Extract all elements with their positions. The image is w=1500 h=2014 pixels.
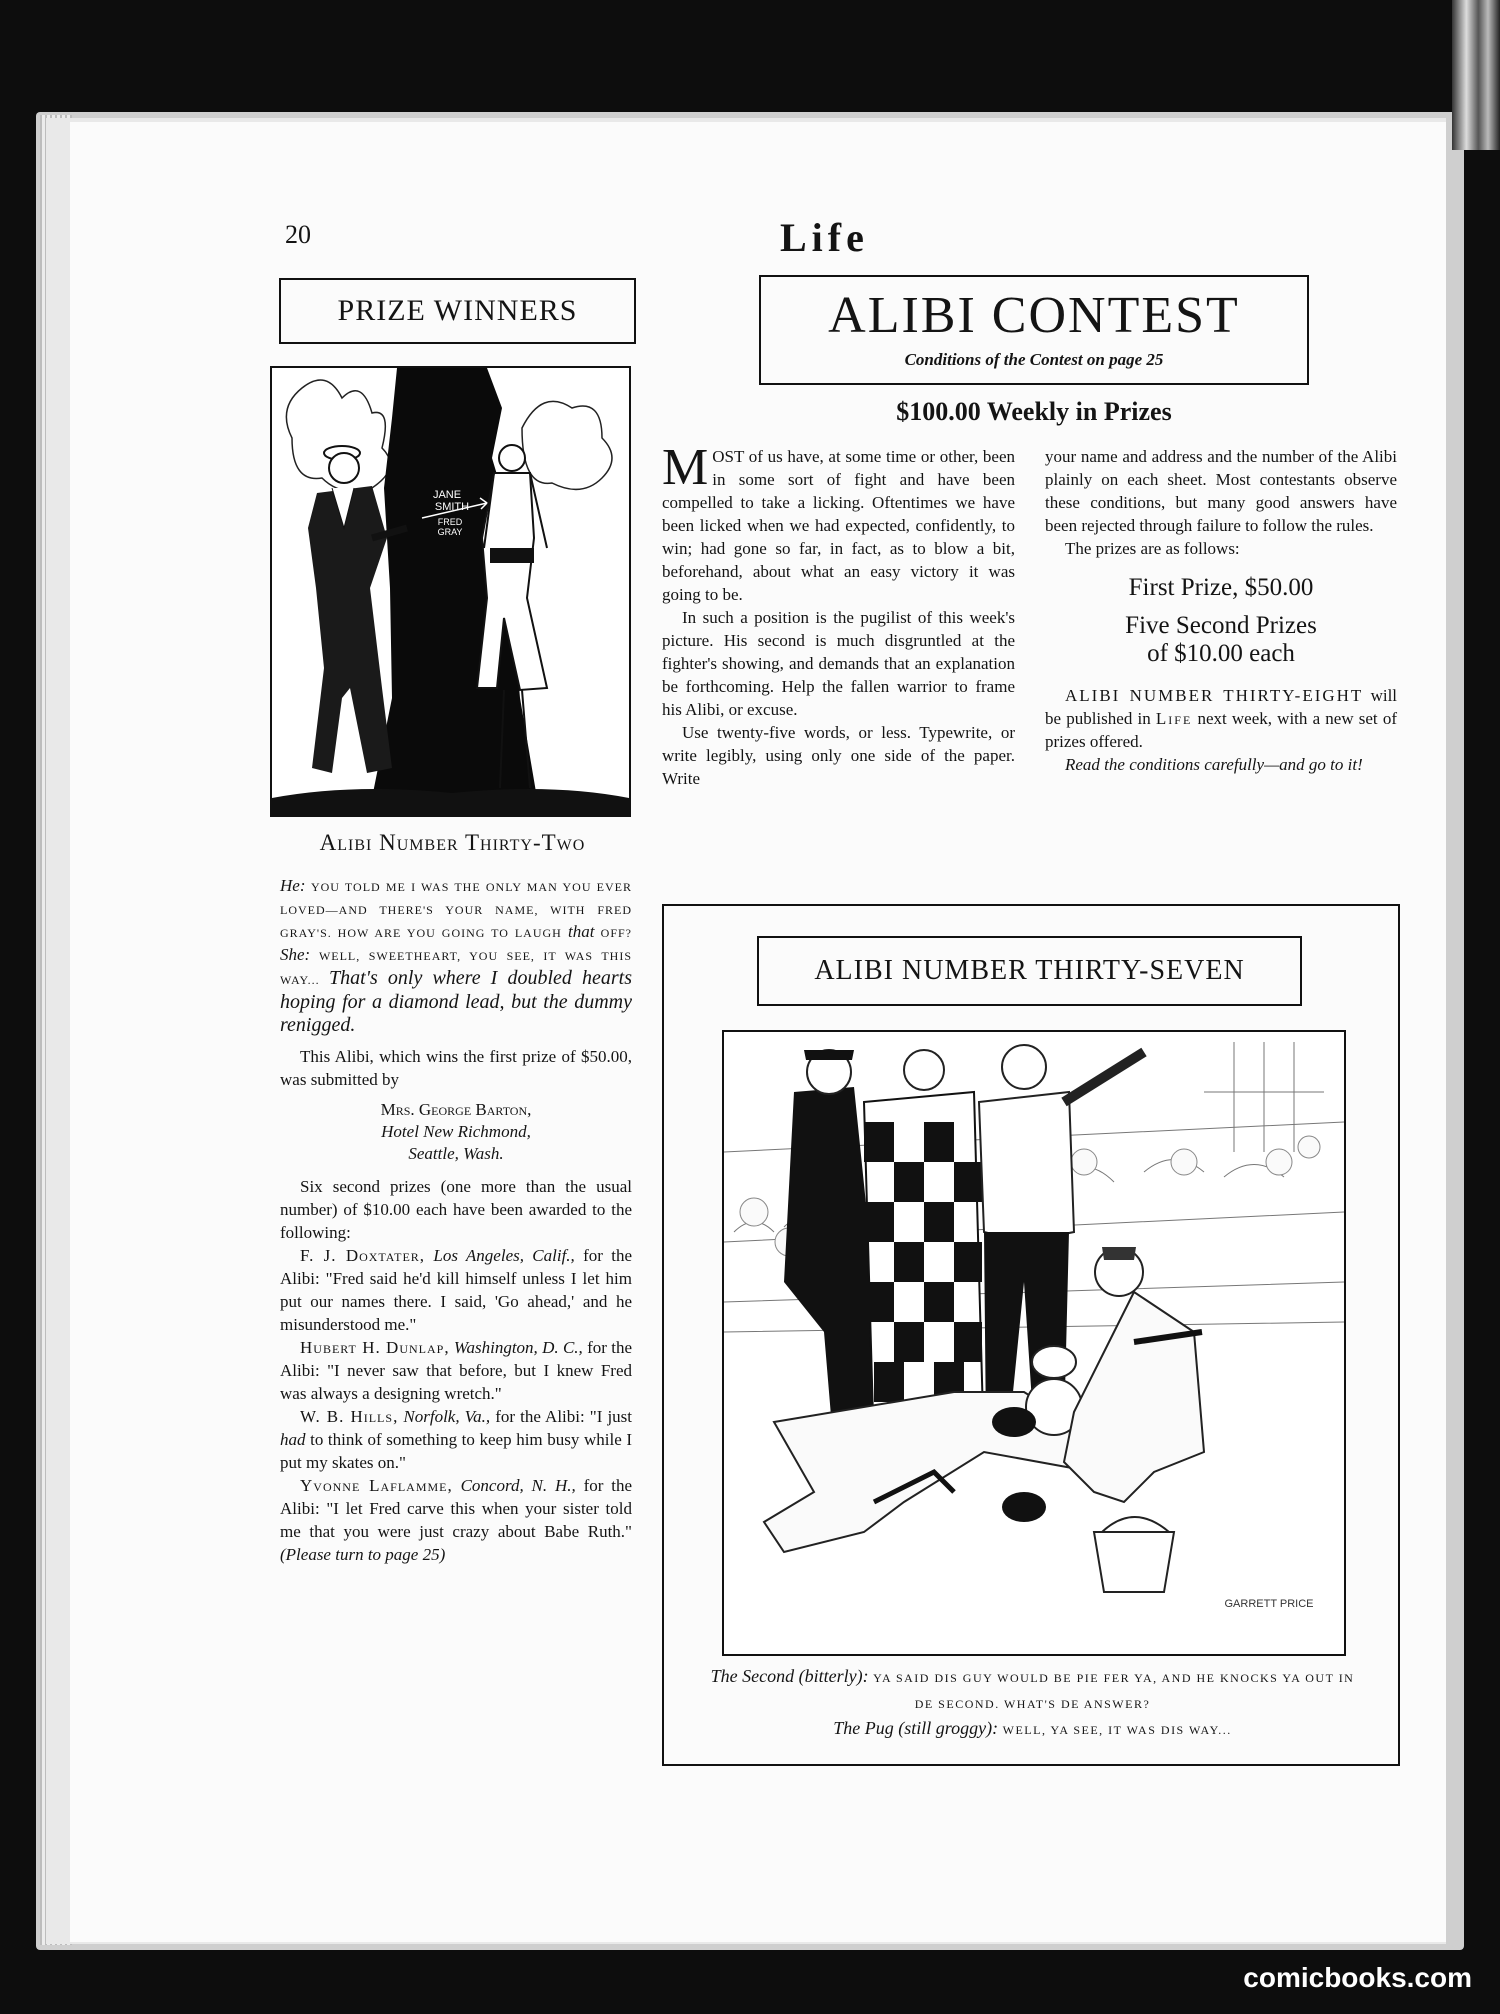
weekly-prizes: $100.00 Weekly in Prizes [896,397,1172,426]
winner-address [280,1099,632,1165]
caption-second-label: The Second [710,1666,795,1686]
alibi-32-title: Alibi Number Thirty-Two [319,830,586,855]
masthead: Life [780,215,869,260]
alibi-37-caption [705,1664,1360,1742]
turn-to-page: (Please turn to page 25) [280,1545,446,1564]
contest-title: ALIBI CONTEST [828,287,1240,344]
contest-subtitle: Conditions of the Contest on page 25 [904,350,1164,369]
contest-para-3: Use twenty-five words, or less. Typewrite, or write legibly, using only one side of the paper. Write [662,723,1015,788]
page-number: 20 [285,220,311,249]
caption-pug-label: The Pug [833,1718,894,1738]
dropcap: M [662,439,709,496]
contest-para-2: In such a position is the pugilist of this week's picture. His second is much disgruntled at the fighter's showing, and demands that an explanation be forthcoming. Help the fallen warrior to frame his Alibi, or excuse. [662,608,1015,719]
cartoon-boxing-ring [722,1030,1346,1656]
second-prizes-text: Six second prizes (one more than the usual number) of $10.00 each have been awarded to the following: [280,1177,632,1242]
prize-winners-column [280,875,632,1566]
winner-hotel: Hotel New Richmond, [381,1122,531,1141]
caption-pug-text: WELL, YA SEE, IT WAS DIS WAY... [1002,1723,1232,1737]
caption-second-text: YA SAID DIS GUY WOULD BE PIE FER YA, AND HE KNOCKS YA OUT IN DE SECOND. WHAT'S DE ANSWER? [873,1671,1355,1711]
caption-pug-tone: (still groggy): [898,1718,999,1738]
winner-city: Seattle, Wash. [408,1144,504,1163]
first-prize-text: This Alibi, which wins the first prize of $50.00, was submitted by [280,1047,632,1089]
cartoon-tree-couple-drawing [272,368,629,815]
contest-column-left [662,439,1015,790]
entry-dunlap: Hubert H. Dunlap, Washington, D. C., for the Alibi: "I never saw that before, but I knew Fred was always a designing wretch." [280,1338,633,1403]
next-week-notice: ALIBI NUMBER THIRTY-EIGHT will be published in Life next week, with a new set of prizes offered. [1045,686,1398,751]
winner-name: Mrs. George Barton, [380,1100,532,1119]
prize-list [1045,574,1397,668]
cartoon-label-jane: JANE [432,489,462,501]
he-that: that [568,922,595,941]
she-punchline: That's only where I doubled hearts hoping for a diamond lead, but the dummy renigged. [280,967,632,1036]
first-prize: First Prize, $50.00 [1128,574,1314,601]
book-spine [1452,0,1500,150]
second-prizes: Five Second Prizes of $10.00 each [1125,612,1317,667]
entry-hills: W. B. Hills, Norfolk, Va., for the Alibi: "I just had to think of something to keep him busy while I put my skates on." [280,1407,633,1472]
cartoon-boxing-drawing [724,1032,1344,1654]
alibi-37-header: ALIBI NUMBER THIRTY-SEVEN [757,936,1302,1006]
prizes-intro: The prizes are as follows: [1065,539,1240,558]
cartoon-label-smith: SMITH [434,501,470,513]
cartoon-label-gray: GRAY [437,527,463,537]
contest-para-3-cont: your name and address and the number of the Alibi plainly on each sheet. Most contestants observe these conditions, but many good answers have been rejected through failure to follow the rules. [1045,447,1397,535]
she-line: WELL, SWEETHEART, YOU SEE, IT WAS THIS WAY... [280,949,632,987]
cartoon-label-fred: FRED [437,517,463,527]
winning-dialog [280,875,632,1037]
prize-winners-header: PRIZE WINNERS [279,278,636,344]
entry-doxtater: F. J. Doxtater, Los Angeles, Calif., for the Alibi: "Fred said he'd kill himself unless I let him put our names there. I said, 'Go ahead,' and he misunderstood me." [280,1246,633,1334]
cartoon-signature: GARRETT PRICE [1224,1598,1314,1610]
entry-laflamme: Yvonne Laflamme, Concord, N. H., for the Alibi: "I let Fred carve this when your sister told me that you were just crazy about Babe Ruth." (Please turn to page 25) [280,1476,633,1564]
he-off: OFF? [600,926,633,940]
he-label: He: [280,876,306,895]
cartoon-prize-winners [270,366,631,817]
read-conditions: Read the conditions carefully—and go to it! [1065,755,1363,774]
caption-second-tone: (bitterly): [798,1666,869,1686]
contest-column-right [1045,445,1397,776]
site-watermark[interactable]: comicbooks.com [1243,1962,1472,1993]
he-line: YOU TOLD ME I WAS THE ONLY MAN YOU EVER LOVED—AND THERE'S YOUR NAME, WITH FRED GRAY'S. HOW ARE YOU GOING TO LAUGH [280,880,633,940]
contest-para-1: MOST of us have, at some time or other, been in some sort of fight and have been compelled to take a licking. Oftentimes we have been licked when we had expected, confidently, to win; had gone so far, in fact, as to blow a bit, beforehand, about what an easy victory it was going to be. [662,439,1015,604]
she-label: She: [280,945,311,964]
alibi-contest-box [759,275,1309,385]
